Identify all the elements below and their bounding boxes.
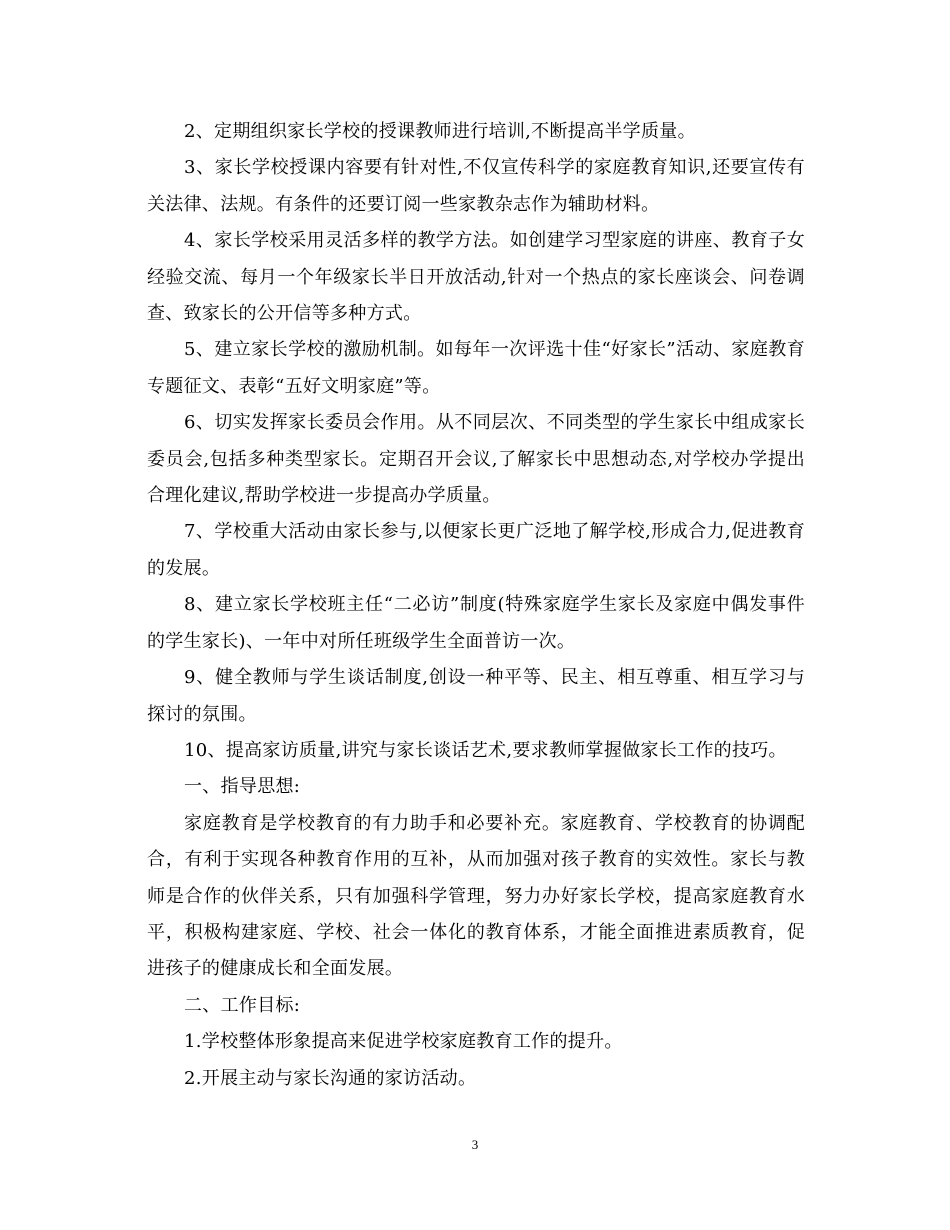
paragraph-item-10: 10、提高家访质量,讲究与家长谈话艺术,要求教师掌握做家长工作的技巧。 <box>184 739 787 761</box>
guiding-thought-paragraph: 家庭教育是学校教育的有力助手和必要补充。家庭教育、学校教育的协调配合，有利于实现各种教育作用的互补，从而加强对孩子教育的实效性。家长与教师是合作的伙伴关系，只有加强科学管理，努力办好家长学校，提高家庭教育水平，积极构建家庭、学校、社会一体化的教育体系，才能全面推进素质教育，促进孩子的健康成长和全面发展。 <box>147 812 805 980</box>
section-heading-work-goals: 二、工作目标: <box>184 994 301 1016</box>
paragraph-item-3: 3、家长学校授课内容要有针对性,不仅宣传科学的家庭教育知识,还要宣传有关法律、法规。有条件的还要订阅一些家教杂志作为辅助材料。 <box>147 157 805 215</box>
paragraph-item-4: 4、家长学校采用灵活多样的教学方法。如创建学习型家庭的讲座、教育子女经验交流、每月一个年级家长半日开放活动,针对一个热点的家长座谈会、问卷调查、致家长的公开信等多种方式。 <box>147 230 805 325</box>
section-heading-guiding-thought: 一、指导思想: <box>184 776 301 798</box>
document-body <box>147 114 805 1097</box>
paragraph-item-6: 6、切实发挥家长委员会作用。从不同层次、不同类型的学生家长中组成家长委员会,包括多种类型家长。定期召开会议,了解家长中思想动态,对学校办学提出合理化建议,帮助学校进一步提高办学质量。 <box>147 412 805 507</box>
paragraph-item-2: 2、定期组织家长学校的授课教师进行培训,不断提高半学质量。 <box>184 121 696 142</box>
goal-item-1: 1.学校整体形象提高来促进学校家庭教育工作的提升。 <box>184 1031 623 1053</box>
page-number: 3 <box>471 1137 479 1152</box>
goal-item-2: 2.开展主动与家长沟通的家访活动。 <box>184 1067 477 1089</box>
paragraph-item-8: 8、建立家长学校班主任“二必访”制度(特殊家庭学生家长及家庭中偶发事件的学生家长)、一年中对所任班级学生全面普访一次。 <box>147 594 805 652</box>
paragraph-item-7: 7、学校重大活动由家长参与,以便家长更广泛地了解学校,形成合力,促进教育的发展。 <box>147 521 805 579</box>
paragraph-item-5: 5、建立家长学校的激励机制。如每年一次评选十佳“好家长”活动、家庭教育专题征文、表彰“五好文明家庭”等。 <box>147 339 805 397</box>
paragraph-item-9: 9、健全教师与学生谈话制度,创设一种平等、民主、相互尊重、相互学习与探讨的氛围。 <box>147 667 805 725</box>
